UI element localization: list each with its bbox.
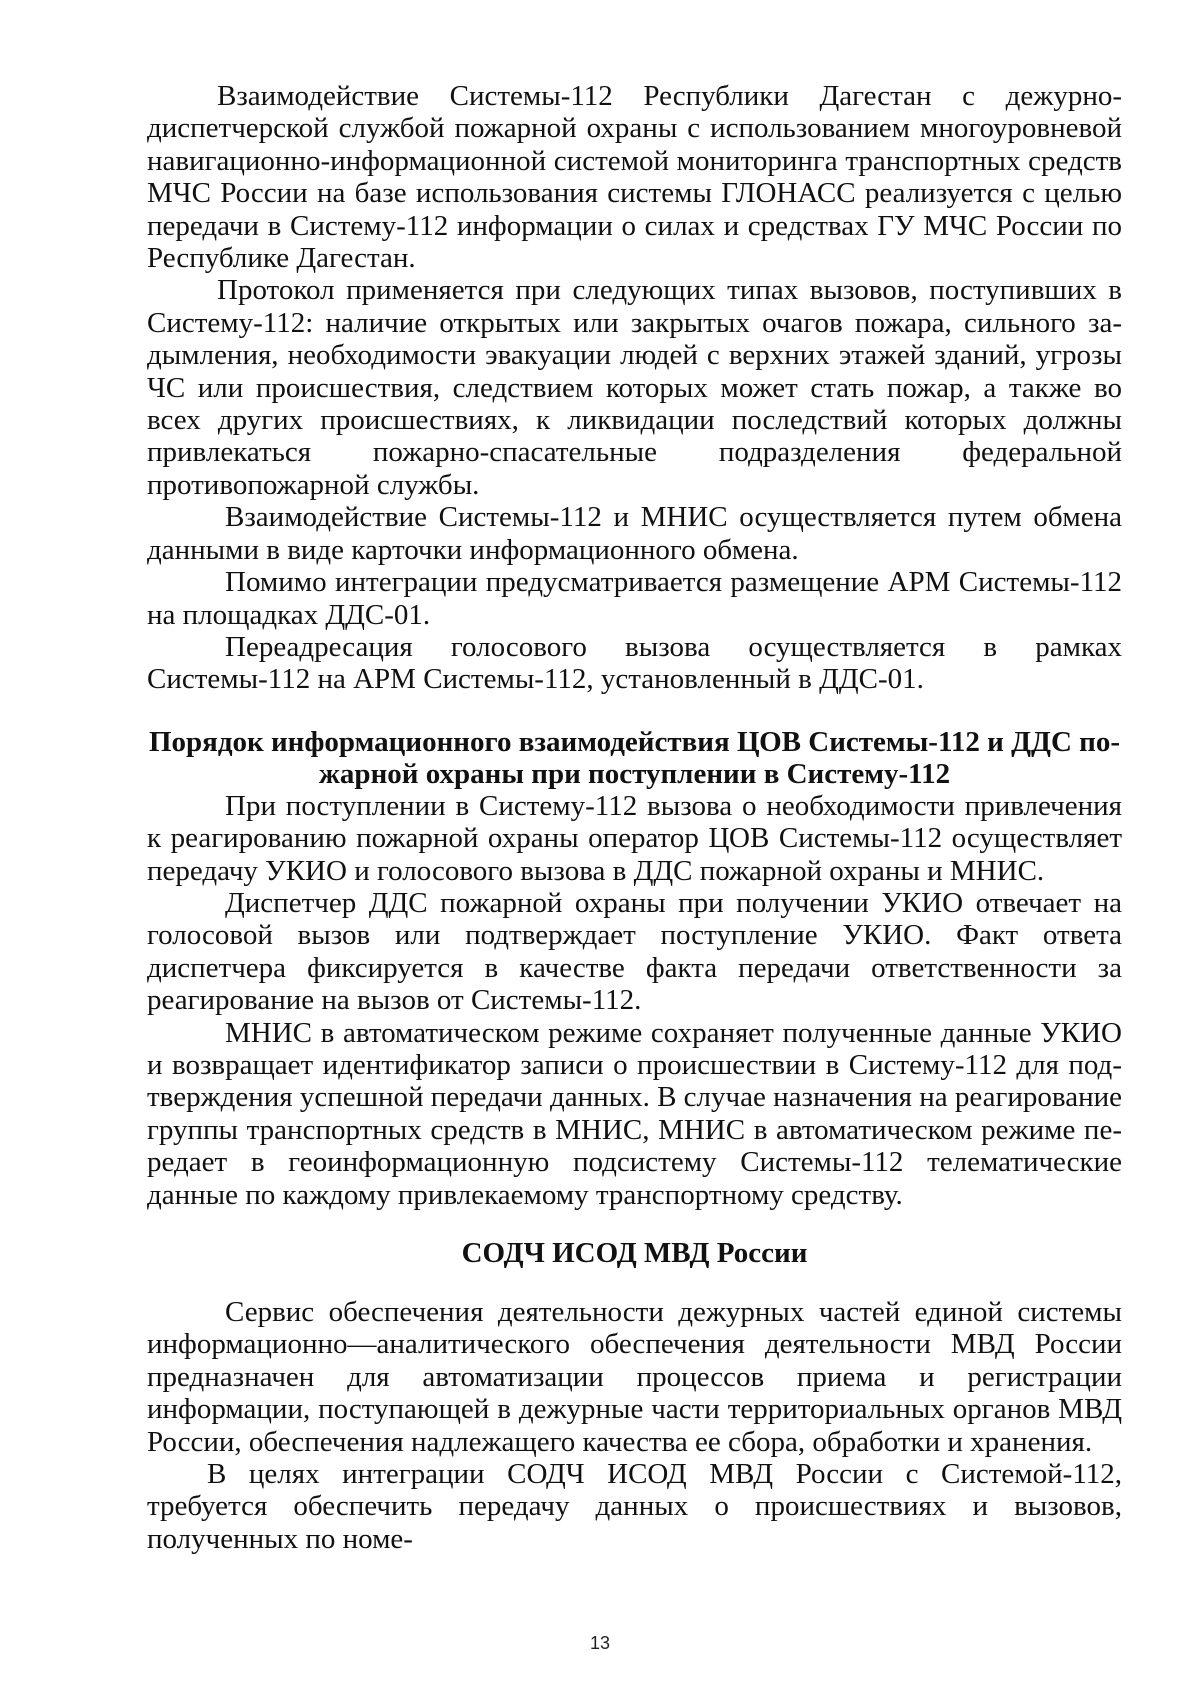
paragraph-sodch-service: Сервис обеспечения деятельности дежурных частей единой системы информационно—аналитического обеспечения деятельности МВД России предназначен для автоматизации процессов приема и регистрации информации, поступающей в дежурные части территориальных органов МВД России, обеспечения надлежащего качества ее сбора, обработки и хранения. xyxy=(147,1296,1122,1458)
paragraph-protocol-call-types: Протокол применяется при следующих типах вызовов, поступивших в Систему-112: наличие открытых или закрытых очагов пожара, сильного задымления, необходимости эвакуации людей с верхних этажей зданий, угрозы ЧС или происшествия, следствием которых может стать пожар, а также во всех других происшествиях, к ликвидации последствий которых должны привлекаться пожарно-спасательные подразделения федеральной противопожарной службы. xyxy=(147,274,1122,501)
paragraph-arm-placement: Помимо интеграции предусматривается размещение АРМ Системы-112 на площадках ДДС-01. xyxy=(147,566,1122,631)
document-page xyxy=(147,80,1122,1555)
page-number: 13 xyxy=(589,1633,611,1653)
paragraph-dispatcher-response: Диспетчер ДДС пожарной охраны при получении УКИО отвечает на голосовой вызов или подтверждает поступление УКИО. Факт ответа диспетчера фиксируется в качестве факта передачи ответственности за реагирование на вызов от Системы-112. xyxy=(147,886,1122,1017)
paragraph-mnis-auto-mode: МНИС в автоматическом режиме сохраняет полученные данные УКИО и возвращает идентификатор записи о происшествии в Систему-112 для подтверждения успешной передачи данных. В случае назначения на реагирование группы транспортных средств в МНИС, МНИС в автоматическом режиме передает в геоинформационную подсистему Системы-112 телематические данные по каждому привлекаемому транспортному средству. xyxy=(147,1016,1123,1211)
paragraph-ukio-transfer: При поступлении в Систему-112 вызова о необходимости привлечения к реагированию пожарной охраны оператор ЦОВ Системы-112 осуществляет передачу УКИО и голосового вызова в ДДС пожарной охраны и МНИС. xyxy=(147,789,1122,887)
paragraph-mnis-exchange: Взаимодействие Системы-112 и МНИС осуществляется путем обмена данными в виде карточки информационного обмена. xyxy=(147,501,1122,566)
section-title-sodch-isod: СОДЧ ИСОД МВД России xyxy=(461,1237,808,1269)
paragraph-sodch-integration: В целях интеграции СОДЧ ИСОД МВД России с Системой-112, требуется обеспечить передачу данных о происшествиях и вызовов, полученных по номе- xyxy=(147,1458,1122,1555)
section-title-fire-dispatch: Порядок информационного взаимодействия ЦОВ Системы-112 и ДДС пожарной охраны при поступлении в Систему-112 xyxy=(148,725,1121,790)
paragraph-voice-call-redirect: Переадресация голосового вызова осуществляется в рамках Системы-112 на АРМ Системы-112, установленный в ДДС-01. xyxy=(147,630,1122,696)
paragraph-glonass-interaction: Взаимодействие Системы-112 Республики Дагестан с дежурно-диспетчерской службой пожарной охраны с использованием многоуровневой навигационно-информационной системой мониторинга транспортных средств МЧС России на базе использования системы ГЛОНАСС реализуется с целью передачи в Систему-112 информации о силах и средствах ГУ МЧС России по Республике Дагестан. xyxy=(147,80,1122,275)
